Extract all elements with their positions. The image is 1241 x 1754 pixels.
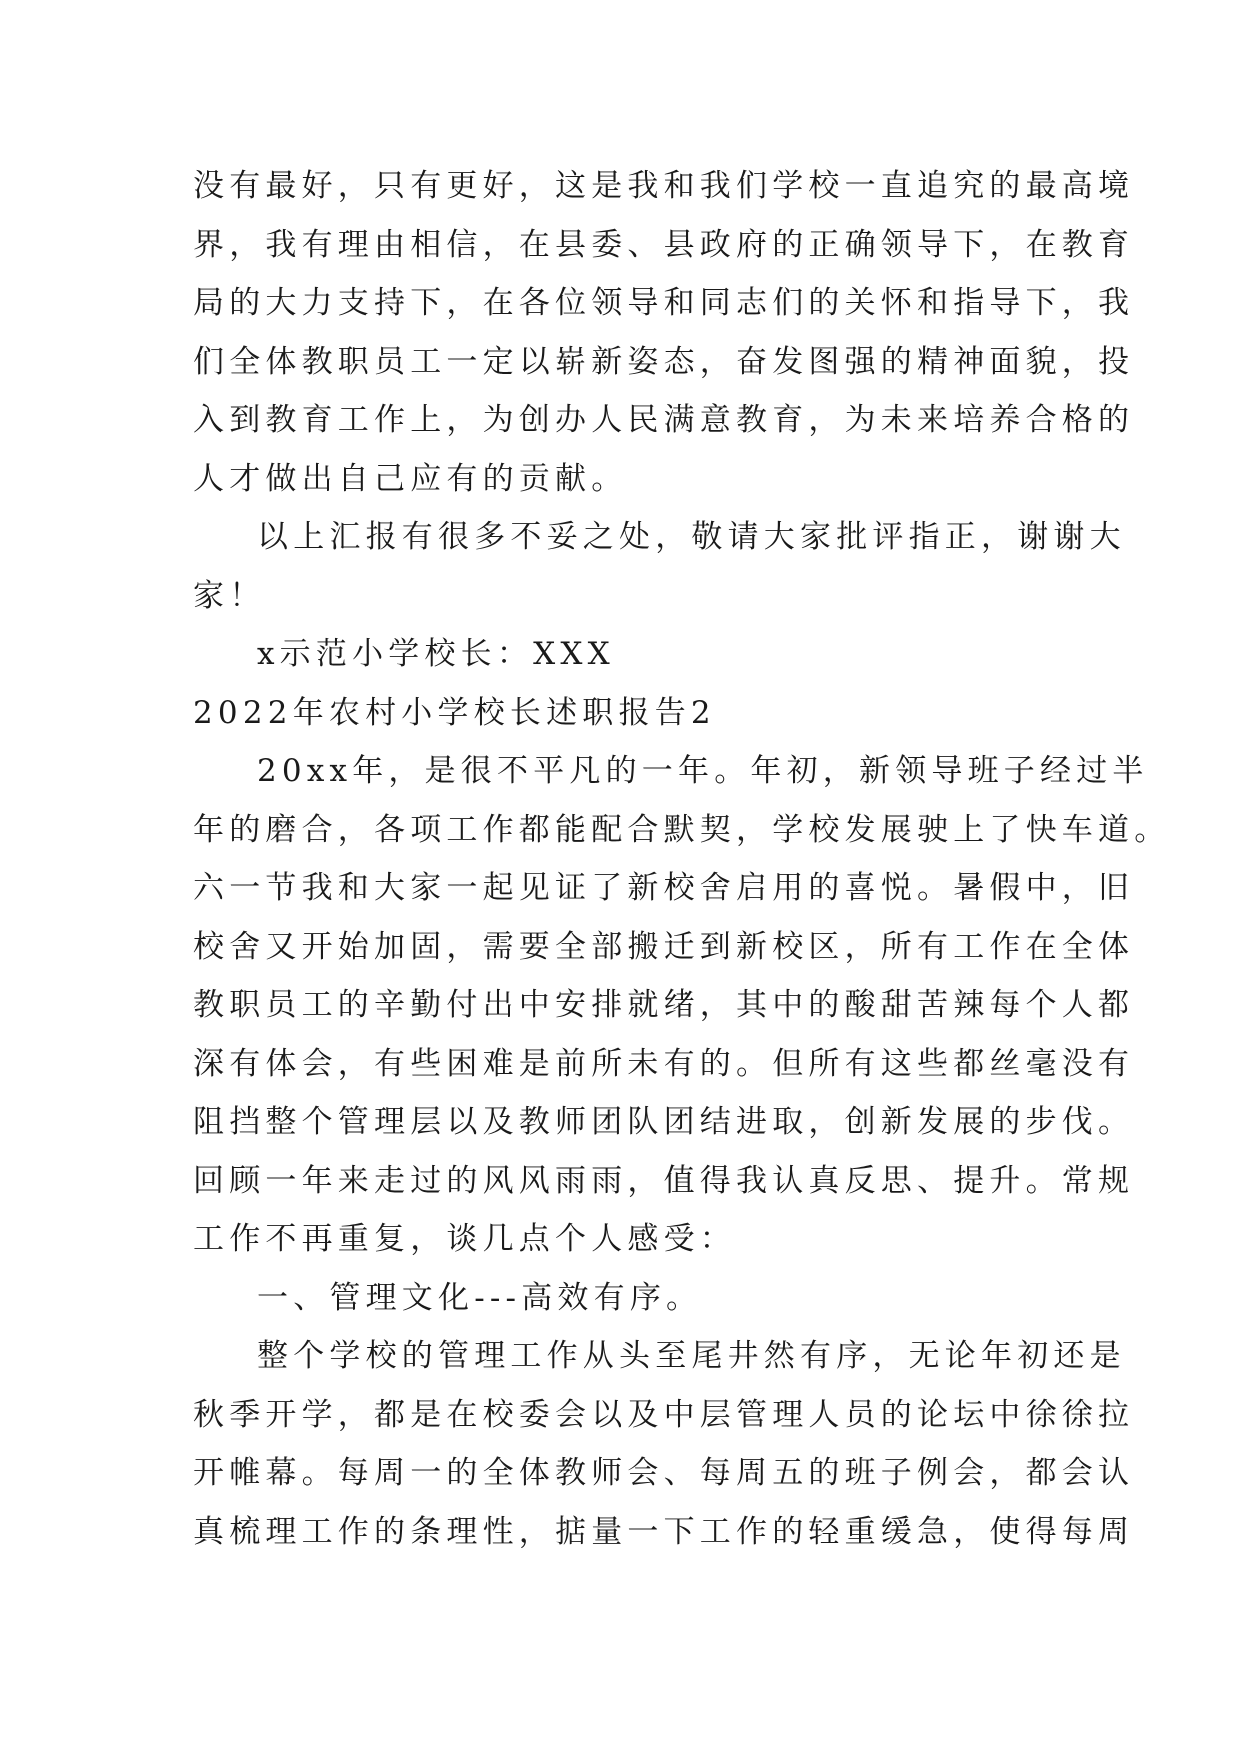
text-line: 真梳理工作的条理性，掂量一下工作的轻重缓急，使得每周: [193, 1513, 1135, 1550]
signature-line: x示范小学校长：XXX: [257, 636, 615, 672]
text-line: 局的大力支持下，在各位领导和同志们的关怀和指导下，我: [193, 285, 1135, 321]
text-line: 入到教育工作上，为创办人民满意教育，为未来培养合格的: [193, 402, 1135, 438]
text-line: 深有体会，有些困难是前所未有的。但所有这些都丝毫没有: [193, 1045, 1135, 1082]
text-line: 秋季开学，都是在校委会以及中层管理人员的论坛中徐徐拉: [193, 1396, 1135, 1433]
text-line: 人才做出自己应有的贡献。: [193, 460, 628, 497]
text-line: 以上汇报有很多不妥之处，敬请大家批评指正，谢谢大: [257, 519, 1126, 555]
text-line: 回顾一年来走过的风风雨雨，值得我认真反思、提升。常规: [193, 1162, 1135, 1199]
text-line: 工作不再重复，谈几点个人感受：: [193, 1221, 736, 1257]
text-line: 教职员工的辛勤付出中安排就绪，其中的酸甜苦辣每个人都: [193, 987, 1135, 1023]
text-line: 年的磨合，各项工作都能配合默契，学校发展驶上了快车道。: [193, 811, 1171, 848]
text-line: 没有最好，只有更好，这是我和我们学校一直追究的最高境: [193, 168, 1135, 204]
section-title: 2022年农村小学校长述职报告2: [193, 694, 716, 731]
text-line: 开帷幕。每周一的全体教师会、每周五的班子例会，都会认: [193, 1455, 1135, 1491]
text-line: 20xx年，是很不平凡的一年。年初，新领导班子经过半: [257, 753, 1149, 789]
text-line: 六一节我和大家一起见证了新校舍启用的喜悦。暑假中，旧: [193, 870, 1135, 906]
text-line: 阻挡整个管理层以及教师团队团结进取，创新发展的步伐。: [193, 1104, 1135, 1140]
text-line: 界，我有理由相信，在县委、县政府的正确领导下，在教育: [193, 226, 1135, 263]
text-line: 们全体教职员工一定以崭新姿态，奋发图强的精神面貌，投: [193, 343, 1135, 380]
subsection-heading: 一、管理文化---高效有序。: [257, 1279, 703, 1316]
text-line: 校舍又开始加固，需要全部搬迁到新校区，所有工作在全体: [193, 928, 1135, 965]
document-body: [193, 157, 1171, 1561]
text-line: 整个学校的管理工作从头至尾井然有序，无论年初还是: [257, 1338, 1126, 1374]
text-line: 家！: [193, 577, 266, 614]
